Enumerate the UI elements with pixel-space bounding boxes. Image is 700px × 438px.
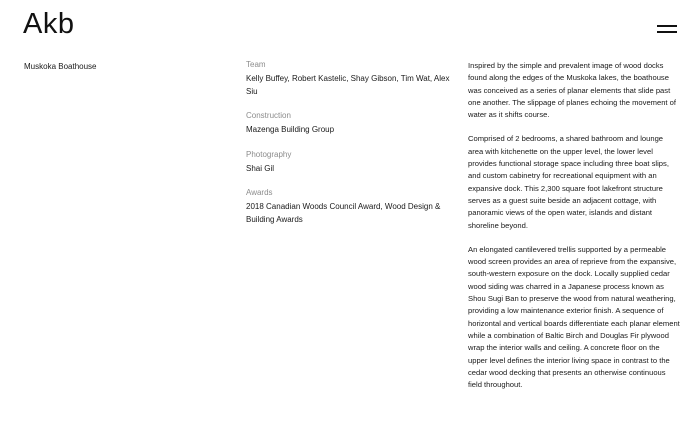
credit-value: Kelly Buffey, Robert Kastelic, Shay Gibson, Tim Wat, Alex Siu <box>246 74 450 96</box>
credit-label: Awards <box>246 188 273 197</box>
credit-label: Photography <box>246 149 292 159</box>
hamburger-menu-icon[interactable] <box>657 22 677 34</box>
credit-label: Team <box>246 60 266 69</box>
menu-line-bottom <box>657 31 677 33</box>
credit-construction <box>246 110 451 137</box>
credit-photography <box>246 149 451 176</box>
credit-value: 2018 Canadian Woods Council Award, Wood Design & Building Awards <box>246 202 441 224</box>
credit-value: Shai Gil <box>246 163 275 173</box>
description-paragraph: Inspired by the simple and prevalent image of wood docks found along the edges of the Muskoka lakes, the boathouse was conceived as a series of planar elements that slide past one another. The slippage of planes echoing the movement of water as it shifts course. <box>468 61 676 120</box>
credit-awards <box>246 187 451 226</box>
project-title: Muskoka Boathouse <box>24 62 97 71</box>
project-description <box>468 60 680 403</box>
credit-value: Mazenga Building Group <box>246 125 335 134</box>
credit-label: Construction <box>246 111 291 120</box>
description-paragraph: Comprised of 2 bedrooms, a shared bathroom and lounge area with kitchenette on the upper level, the lower level provides functional storage space including three boat slips, and custom cabinetry for recreational equipment with an expansive dock. This 2,300 square foot lakefront structure serves as a guest suite beside an adjacent cottage, with panoramic views of the open water, islands and distant shoreline beyond. <box>468 134 669 230</box>
menu-line-top <box>657 25 677 27</box>
credits-column <box>246 59 451 238</box>
site-logo[interactable]: Akb <box>23 8 75 40</box>
credit-team <box>246 59 451 98</box>
description-paragraph: An elongated cantilevered trellis supported by a permeable wood screen provides an area of reprieve from the expansive, south-western exposure on the dock. Locally supplied cedar wood siding was charred in a Japanese process known as Shou Sugi Ban to preserve the wood from natural weathering, providing a low maintenance exterior finish. A sequence of horizontal and vertical boards differentiate each planar element while a combination of Baltic Birch and Douglas Fir plywood wrap the interior walls and ceiling. A concrete floor on the upper level defines the interior living space in contrast to the cedar wood decking that presents an otherwise continuous field throughout. <box>468 244 680 390</box>
